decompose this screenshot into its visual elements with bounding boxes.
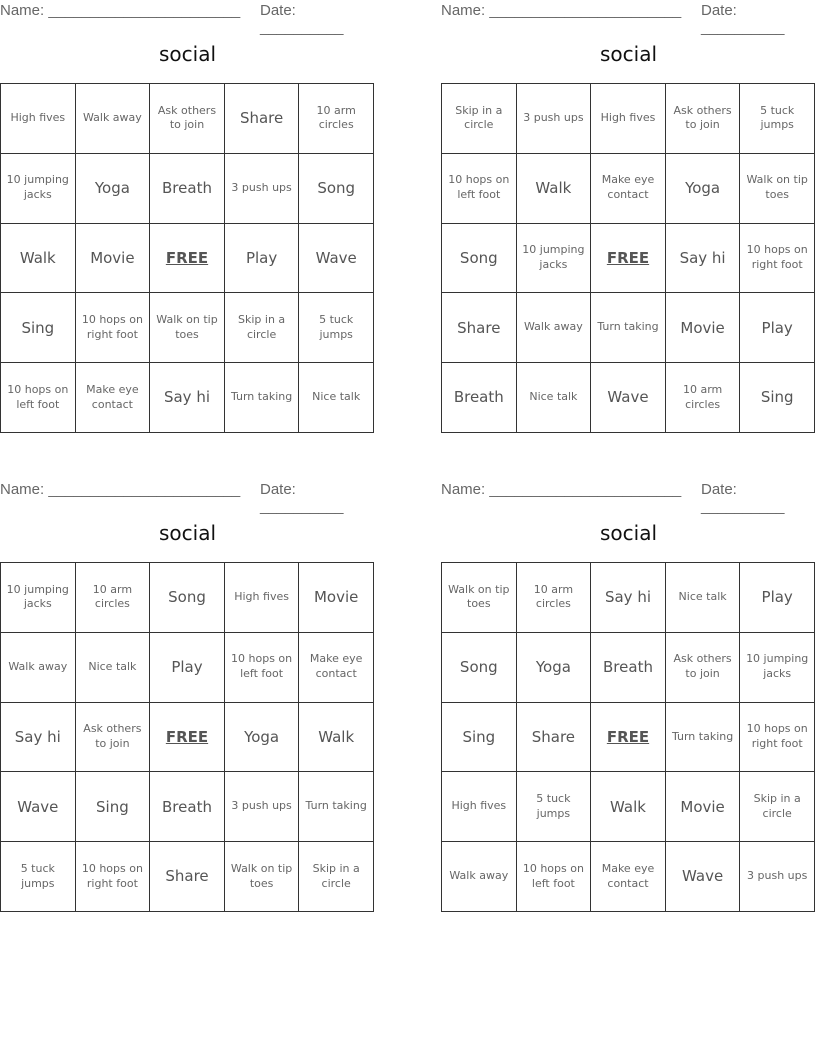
bingo-cell: Ask others to join [150,84,225,154]
bingo-cell: 10 hops on right foot [740,703,815,773]
bingo-cell: Walk away [517,293,592,363]
bingo-cell: Movie [76,224,151,294]
name-field-label: Name: _______________________ [441,2,682,19]
bingo-cell: Nice talk [299,363,374,433]
bingo-cell: Yoga [225,703,300,773]
bingo-cell: 10 hops on left foot [442,154,517,224]
bingo-cell: 3 push ups [740,842,815,912]
bingo-card [0,0,375,432]
bingo-cell: Make eye contact [591,842,666,912]
bingo-cell: 10 hops on right foot [76,842,151,912]
bingo-cell: Say hi [150,363,225,433]
card-title: social [599,521,658,545]
bingo-cell: 10 arm circles [517,563,592,633]
date-field-label: Date: __________ [701,481,785,515]
bingo-cell: Share [150,842,225,912]
bingo-cell: Turn taking [299,772,374,842]
date-field-label: Date: __________ [260,2,344,36]
bingo-cell: 10 hops on left foot [517,842,592,912]
bingo-grid [441,83,815,433]
bingo-cell: Walk [299,703,374,773]
bingo-cell: Song [299,154,374,224]
bingo-cell: Breath [150,154,225,224]
bingo-cell: Skip in a circle [225,293,300,363]
bingo-cell: Make eye contact [299,633,374,703]
bingo-cell: Skip in a circle [740,772,815,842]
bingo-cell: Skip in a circle [299,842,374,912]
bingo-cell: 10 hops on left foot [225,633,300,703]
bingo-cell: 5 tuck jumps [517,772,592,842]
bingo-cell: Sing [442,703,517,773]
date-field-label: Date: __________ [260,481,344,515]
bingo-cell: High fives [442,772,517,842]
bingo-cell: Nice talk [76,633,151,703]
bingo-cell: High fives [591,84,666,154]
date-field-label: Date: __________ [701,2,785,36]
card-header [0,2,375,36]
card-header [0,481,375,515]
bingo-cell: 3 push ups [225,772,300,842]
bingo-cell: Wave [1,772,76,842]
bingo-cell: High fives [1,84,76,154]
free-space: FREE [150,703,225,773]
bingo-cell: Song [150,563,225,633]
bingo-cell: 10 jumping jacks [1,563,76,633]
bingo-cell: Walk [591,772,666,842]
bingo-cell: Say hi [591,563,666,633]
bingo-cell: Walk on tip toes [225,842,300,912]
free-space: FREE [591,224,666,294]
bingo-cell: 10 arm circles [76,563,151,633]
bingo-card [441,479,816,911]
bingo-cell: 5 tuck jumps [299,293,374,363]
bingo-cell: 3 push ups [517,84,592,154]
bingo-cell: 5 tuck jumps [740,84,815,154]
bingo-cell: Sing [740,363,815,433]
bingo-cell: Sing [1,293,76,363]
bingo-cell: Make eye contact [591,154,666,224]
bingo-grid [441,562,815,912]
bingo-cell: Walk [517,154,592,224]
bingo-cell: Nice talk [666,563,741,633]
bingo-cell: 10 arm circles [666,363,741,433]
bingo-cell: 5 tuck jumps [1,842,76,912]
bingo-cell: Play [225,224,300,294]
bingo-cell: 3 push ups [225,154,300,224]
bingo-cell: Walk on tip toes [740,154,815,224]
bingo-cell: 10 jumping jacks [740,633,815,703]
bingo-cell: 10 hops on right foot [740,224,815,294]
bingo-cell: Say hi [666,224,741,294]
bingo-grid [0,562,374,912]
bingo-cell: Sing [76,772,151,842]
bingo-cell: Play [740,293,815,363]
bingo-cell: Share [225,84,300,154]
bingo-cell: Yoga [666,154,741,224]
bingo-cell: Walk away [442,842,517,912]
bingo-card [0,479,375,911]
bingo-cell: Movie [666,772,741,842]
bingo-cell: Movie [299,563,374,633]
bingo-cell: Walk away [76,84,151,154]
bingo-cell: Make eye contact [76,363,151,433]
name-field-label: Name: _______________________ [0,481,241,498]
bingo-cell: Walk away [1,633,76,703]
bingo-cell: Wave [666,842,741,912]
bingo-cell: High fives [225,563,300,633]
bingo-cell: Share [517,703,592,773]
card-title: social [158,521,217,545]
bingo-cell: 10 hops on right foot [76,293,151,363]
bingo-cell: Play [150,633,225,703]
bingo-cell: Walk on tip toes [150,293,225,363]
bingo-cell: Ask others to join [76,703,151,773]
bingo-cell: Breath [442,363,517,433]
bingo-card [441,0,816,432]
bingo-cell: Song [442,224,517,294]
bingo-cell: Song [442,633,517,703]
bingo-cell: Nice talk [517,363,592,433]
bingo-grid [0,83,374,433]
bingo-cell: Ask others to join [666,84,741,154]
bingo-cell: Share [442,293,517,363]
bingo-cell: Turn taking [666,703,741,773]
card-header [441,481,816,515]
bingo-cell: Turn taking [591,293,666,363]
bingo-cell: 10 jumping jacks [1,154,76,224]
bingo-cell: Turn taking [225,363,300,433]
free-space: FREE [150,224,225,294]
name-field-label: Name: _______________________ [441,481,682,498]
bingo-cell: Play [740,563,815,633]
name-field-label: Name: _______________________ [0,2,241,19]
bingo-cell: Walk on tip toes [442,563,517,633]
bingo-cell: Wave [591,363,666,433]
free-space: FREE [591,703,666,773]
bingo-cell: Skip in a circle [442,84,517,154]
bingo-cell: Yoga [76,154,151,224]
card-header [441,2,816,36]
bingo-cell: 10 jumping jacks [517,224,592,294]
bingo-cell: Ask others to join [666,633,741,703]
bingo-cell: Breath [150,772,225,842]
bingo-cell: Wave [299,224,374,294]
bingo-cell: Movie [666,293,741,363]
bingo-cell: Say hi [1,703,76,773]
bingo-cell: Yoga [517,633,592,703]
bingo-cell: Breath [591,633,666,703]
bingo-cell: Walk [1,224,76,294]
card-title: social [599,42,658,66]
bingo-cell: 10 arm circles [299,84,374,154]
card-title: social [158,42,217,66]
bingo-cell: 10 hops on left foot [1,363,76,433]
